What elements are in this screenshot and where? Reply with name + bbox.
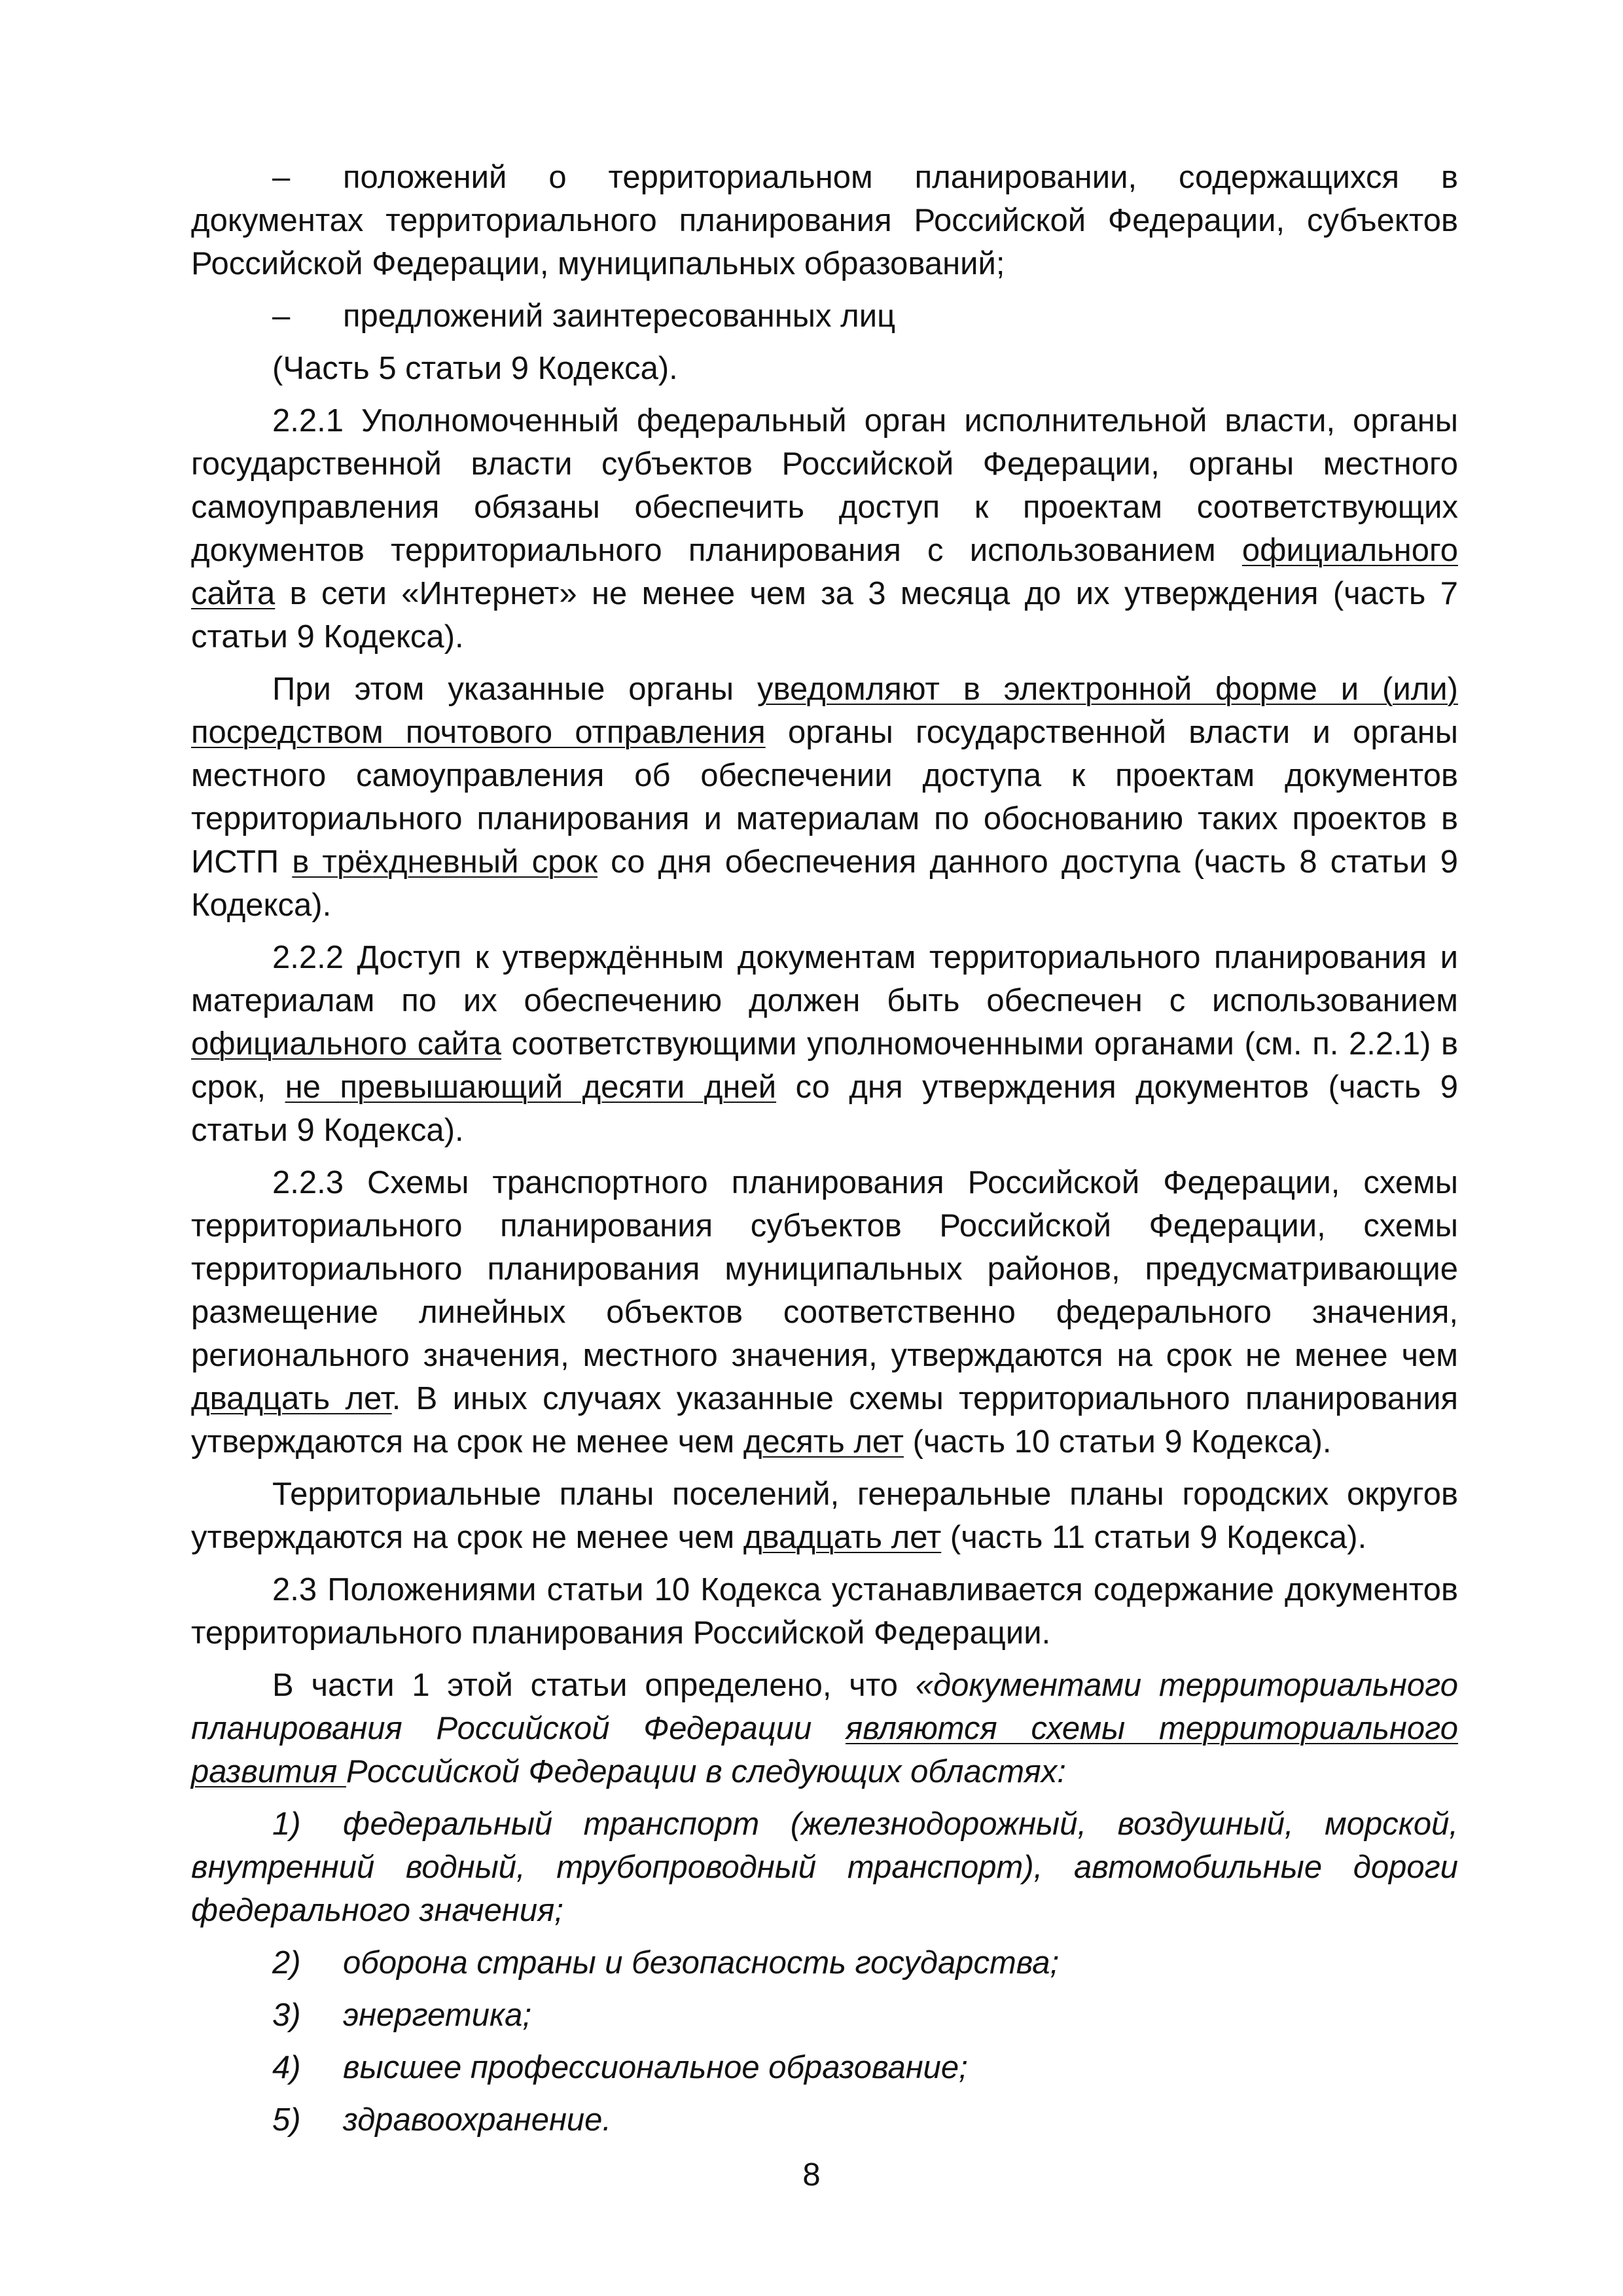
numbered-item [191,2046,1458,2089]
underlined-term: десять лет [743,1424,904,1460]
paragraph-2-2-1 [191,399,1458,658]
text-run: При этом указанные органы [272,672,758,707]
list-item [191,295,1458,338]
underlined-term: уведомляют в электронной форме и (или) посредством почтового отправления [191,672,1458,750]
item-number: 1) [272,1806,301,1842]
text-run: со дня обеспечения данного доступа (часть 8 статьи 9 Кодекса). [191,844,1458,923]
underlined-term: являются схемы территориального развития [191,1711,1458,1789]
text-run: В части 1 этой статьи определено, что [272,1668,916,1703]
item-text: оборона страны и безопасность государства; [343,1945,1060,1981]
item-number: 3) [272,1998,301,2033]
item-text: федеральный транспорт (железнодорожный, воздушный, морской, внутренний водный, трубопроводный транспорт), автомобильные дороги федерального значения; [191,1806,1458,1928]
page-body [191,156,1458,2151]
item-text: здравоохранение. [343,2102,612,2138]
text-run: (часть 11 статьи 9 Кодекса). [941,1520,1367,1555]
numbered-item [191,1803,1458,1932]
page-number: 8 [802,2157,821,2193]
text-run: 2.2.1 Уполномоченный федеральный орган исполнительной власти, органы государственной власти субъектов Российской Федерации, органы местного самоуправления обязаны обеспечить доступ к проектам соответствующих документов территориального планирования с использованием [191,403,1458,568]
item-text: высшее профессиональное образование; [343,2050,968,2085]
text-run: . В иных случаях указанные схемы территориального планирования утверждаются на срок не менее чем [191,1381,1458,1460]
text-run: органы государственной власти и органы местного самоуправления об обеспечении доступа к проектам документов территориального планирования и материалам по обоснованию таких проектов в ИСТП [191,715,1458,880]
item-number: 2) [272,1945,301,1981]
underlined-term: официального сайта [191,533,1458,611]
underlined-term: не превышающий десяти дней [285,1069,777,1105]
underlined-term: официального сайта [191,1026,502,1062]
item-text: энергетика; [343,1998,531,2033]
dash-marker: – [272,160,291,195]
paragraph-plans [191,1473,1458,1559]
paragraph-reference: (Часть 5 статьи 9 Кодекса). [272,351,678,386]
list-item [191,156,1458,285]
list-item-text: положений о территориальном планировании, содержащихся в документах территориального планирования Российской Федерации, субъектов Российской Федерации, муниципальных образований; [191,160,1458,281]
text-run: (часть 10 статьи 9 Кодекса). [904,1424,1332,1460]
underlined-term: в трёхдневный срок [292,844,598,880]
text-run: в сети «Интернет» не менее чем за 3 месяца до их утверждения (часть 7 статьи 9 Кодекса). [191,576,1458,655]
text-run: соответствующими уполномоченными органами (см. п. 2.2.1) в срок, [191,1026,1458,1105]
paragraph-2-3: 2.3 Положениями статьи 10 Кодекса устанавливается содержание документов территориального планирования Российской Федерации. [191,1572,1458,1651]
numbered-item [191,2098,1458,2142]
numbered-item [191,1941,1458,1984]
item-number: 4) [272,2050,301,2085]
text-run: 2.2.3 Схемы транспортного планирования Российской Федерации, схемы территориального планирования субъектов Российской Федерации, схемы территориального планирования муниципальных районов, предусматривающие размещение линейных объектов соответственно федерального значения, регионального значения, местного значения, утверждаются на срок не менее чем [191,1165,1458,1373]
paragraph-notify [191,668,1458,927]
paragraph-2-2-2 [191,936,1458,1152]
item-number: 5) [272,2102,301,2138]
dash-marker: – [272,298,291,334]
text-run: 2.2.2 Доступ к утверждённым документам территориального планирования и материалам по их обеспечению должен быть обеспечен с использованием [191,940,1458,1018]
italic-run: Российской Федерации в следующих областях: [346,1754,1066,1789]
numbered-item [191,1994,1458,2037]
italic-run: «документами территориального планирования Российской Федерации [191,1668,1458,1746]
paragraph-2-2-3 [191,1161,1458,1463]
list-item-text: предложений заинтересованных лиц [343,298,896,334]
paragraph-part-1 [191,1664,1458,1793]
underlined-term: двадцать лет [191,1381,392,1416]
text-run: со дня утверждения документов (часть 9 статьи 9 Кодекса). [191,1069,1458,1148]
text-run: Территориальные планы поселений, генеральные планы городских округов утверждаются на срок не менее чем [191,1477,1458,1555]
underlined-term: двадцать лет [743,1520,942,1555]
